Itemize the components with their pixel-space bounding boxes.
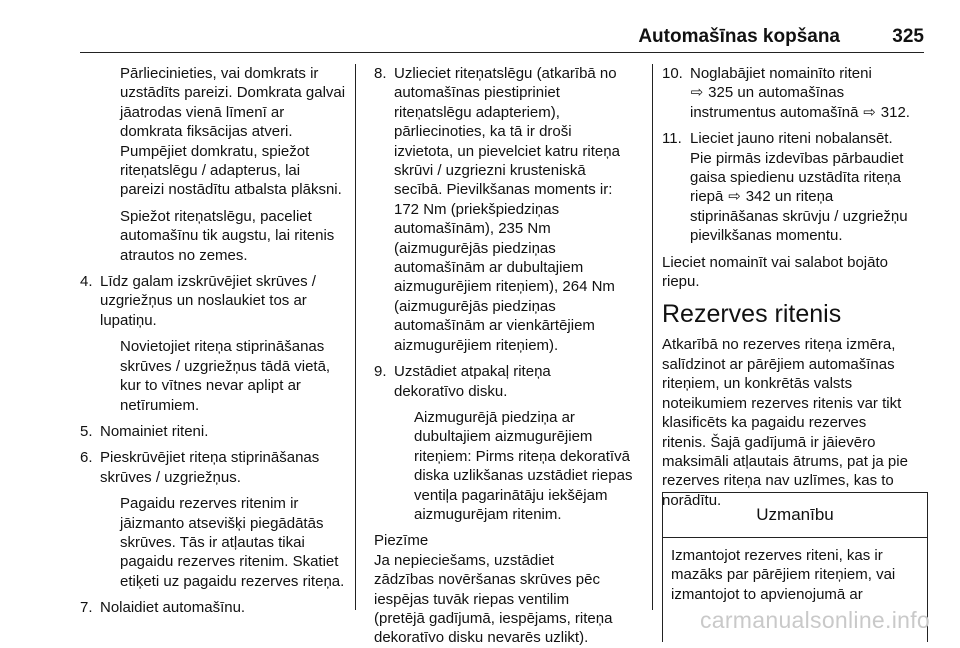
text-line: aizmugurējiem riteņiem). xyxy=(394,336,559,354)
text-line: riepu. xyxy=(662,273,700,291)
text-line: salīdzinot ar pārējiem automašīnas xyxy=(662,355,895,373)
text-line: Līdz galam izskrūvējiet skrūves / xyxy=(100,273,316,291)
text-line: Spiežot riteņatslēgu, paceliet xyxy=(120,207,312,225)
text-line: klasificēts ka pagaidu rezerves xyxy=(662,414,867,432)
text-line: pievilkšanas momentu. xyxy=(690,227,843,245)
text-line: aizmugurējiem riteņiem), 264 Nm xyxy=(394,278,615,296)
list-item-5 xyxy=(80,422,348,441)
text-line: etiķeti uz pagaidu rezerves riteņa. xyxy=(120,572,345,590)
tyre-repair-paragraph xyxy=(662,253,930,292)
item-4-subparagraph xyxy=(80,337,348,415)
text-line: automašīnām), 235 Nm xyxy=(394,220,551,238)
text-line: domkrata fiksācijas atveri. xyxy=(120,123,293,141)
text-line: netīrumiem. xyxy=(120,396,200,414)
list-number: 6. xyxy=(80,449,93,467)
text-line: jāizmanto atsevišķi piegādātās xyxy=(120,514,324,532)
intro-paragraph-2 xyxy=(80,207,348,265)
list-number: 7. xyxy=(80,599,93,617)
text-line: atrautos no zemes. xyxy=(120,246,248,264)
list-item-8 xyxy=(374,64,636,355)
watermark: carmanualsonline.info xyxy=(699,607,930,633)
text-line: ventiļa pagarinātāju iekšējam xyxy=(414,486,608,504)
note-block xyxy=(374,531,636,647)
text-line: Pieskrūvējiet riteņa stiprināšanas xyxy=(100,449,320,467)
text-line: Noglabājiet nomainīto riteni xyxy=(690,65,872,82)
list-item-7 xyxy=(80,598,348,617)
note-heading: Piezīme xyxy=(374,532,429,550)
text-line: Nomainiet riteni. xyxy=(100,422,209,440)
text-line: rezerves riteņa nav uzlīmes, kas to xyxy=(662,472,894,490)
text-line: Atkarībā no rezerves riteņa izmēra, xyxy=(662,336,896,354)
text-line: dekoratīvo disku. xyxy=(394,382,508,400)
text-line: diska uzlikšanas uzstādiet riepas xyxy=(414,467,633,485)
text-line: maksimāli atļautais ātrums, pat ja pie xyxy=(662,452,908,470)
reference-arrow-icon: ⇨ xyxy=(690,84,704,102)
text-line: skrūves / uzgriežņus. xyxy=(100,468,241,486)
column-divider-left xyxy=(355,64,356,610)
text-line: riepā ⇨ 342 un riteņa xyxy=(690,188,834,206)
text-line: 172 Nm (priekšpiedziņas xyxy=(394,200,560,218)
text-line: zādzības novēršanas skrūves pēc xyxy=(374,571,600,589)
text-line: automašīnām ar dubultajiem xyxy=(394,259,584,277)
text-line: noteikumiem rezerves ritenis var tikt xyxy=(662,394,902,412)
text-line: pagaidu rezerves ritenim. Skatiet xyxy=(120,553,339,571)
page-header xyxy=(0,0,960,56)
section-paragraph xyxy=(662,335,930,510)
text-line: stiprināšanas skrūvju / uzgriežņu xyxy=(690,207,908,225)
text-line: (pretējā gadījumā, iespējams, riteņa xyxy=(374,609,613,627)
text-line: Uzstādiet atpakaļ riteņa xyxy=(394,363,551,381)
intro-paragraph-1 xyxy=(80,64,348,200)
text-line: Pārliecinieties, vai domkrats ir xyxy=(120,65,319,82)
text-line: aizmugurējam ritenim. xyxy=(414,505,562,523)
list-number: 5. xyxy=(80,422,93,440)
list-item-10 xyxy=(662,64,930,122)
text-line: riteņatslēgu adapteriem), xyxy=(394,103,560,121)
header-rule xyxy=(80,52,924,53)
text-line: Pie pirmās izdevības pārbaudiet xyxy=(690,149,904,167)
text-line: skrūves. Tās ir atļautas tikai xyxy=(120,533,305,551)
text-line: riteņiem, un konkrētās valsts xyxy=(662,375,853,393)
column-divider-right xyxy=(652,64,653,610)
text-line: Uzlieciet riteņatslēgu (atkarībā no xyxy=(394,65,617,82)
page-reference[interactable]: 342 un riteņa xyxy=(745,188,834,206)
page-title: Automašīnas kopšana xyxy=(638,26,840,47)
text-line: (aizmugurējās piedziņas xyxy=(394,239,556,257)
text-line: automašīnu tik augstu, lai ritenis xyxy=(120,227,335,245)
page-reference[interactable]: 325 un automašīnas xyxy=(708,84,845,102)
text-line: riteņiem: Pirms riteņa dekoratīvā xyxy=(414,447,630,465)
text-line: jāatrodas vienā līmenī ar xyxy=(120,103,285,121)
list-item-9 xyxy=(374,362,636,401)
text-line: ritenis. Šajā gadījumā ir jāievēro xyxy=(662,433,876,451)
list-item-11 xyxy=(662,129,930,245)
text-line: Pumpējiet domkratu, spiežot xyxy=(120,142,310,160)
item-6-subparagraph xyxy=(80,494,348,591)
text-line: uzstādīts pareizi. Domkrata galvai xyxy=(120,84,346,102)
reference-arrow-icon: ⇨ xyxy=(863,103,876,121)
page-reference[interactable]: 312. xyxy=(880,103,910,121)
text-line: Novietojiet riteņa stiprināšanas xyxy=(120,338,325,356)
page-number: 325 xyxy=(892,26,924,47)
item-9-subparagraph xyxy=(374,408,636,524)
list-number: 4. xyxy=(80,273,93,291)
text-line: Nolaidiet automašīnu. xyxy=(100,599,246,617)
text-line: lupatiņu. xyxy=(100,311,157,329)
reference-arrow-icon: ⇨ xyxy=(728,188,741,206)
text-line: Ja nepieciešams, uzstādiet xyxy=(374,551,555,569)
text-line: skrūves / uzgriežņus tādā vietā, xyxy=(120,357,331,375)
list-number: 9. xyxy=(374,363,387,381)
text-line: gaisa spiedienu uzstādīta riteņa xyxy=(690,169,901,187)
text-line: izmantojot to apvienojumā ar xyxy=(671,585,863,603)
text-line: instrumentus automašīnā ⇨ 312. xyxy=(690,103,910,121)
text-line: izvietota, un pievelciet katru riteņa xyxy=(394,142,620,160)
text-line: pareizi nostādītu atbalsta plāksni. xyxy=(120,181,342,199)
text-line: Lieciet jauno riteni nobalansēt. xyxy=(690,130,893,148)
text-line: skrūvi / uzgriezni krusteniskā xyxy=(394,162,586,180)
text-line: Lieciet nomainīt vai salabot bojāto xyxy=(662,253,888,271)
list-number: 10. xyxy=(662,65,683,82)
text-line: pārliecinoties, ka tā ir droši xyxy=(394,123,572,141)
text-line: uzgriežņus un noslaukiet tos ar xyxy=(100,292,307,310)
list-number: 8. xyxy=(374,65,387,82)
column-2 xyxy=(374,64,636,648)
text-line: Aizmugurējā piedziņa ar xyxy=(414,408,575,426)
text-line: kur to vītnes nevar aplipt ar xyxy=(120,377,301,395)
text-line: (aizmugurējās piedziņas xyxy=(394,297,556,315)
column-3 xyxy=(662,64,930,517)
list-number: 11. xyxy=(662,130,682,148)
text-line: dubultajiem aizmugurējiem xyxy=(414,428,593,446)
text-line xyxy=(690,83,930,102)
section-heading: Rezerves ritenis xyxy=(662,300,842,329)
text-line: norādītu. xyxy=(662,491,722,509)
text-line: iespējas tuvāk riepas ventilim xyxy=(374,590,570,608)
caution-notice-title: Uzmanību xyxy=(663,493,927,538)
list-item-4 xyxy=(80,272,348,330)
text-line: dekoratīvo disku nevarēs uzlikt). xyxy=(374,629,589,647)
text-line: automašīnām ar vienkārtējiem xyxy=(394,317,595,335)
text-line: riteņatslēgu / adapterus, lai xyxy=(120,162,301,180)
text-line: secībā. Pievilkšanas moments ir: xyxy=(394,181,613,199)
list-item-6 xyxy=(80,448,348,487)
text-line: Izmantojot rezerves riteni, kas ir xyxy=(671,547,883,564)
text-line: mazāks par pārējiem riteņiem, vai xyxy=(671,566,896,584)
text-line: automašīnas piestipriniet xyxy=(394,84,560,102)
text-line: Pagaidu rezerves ritenim ir xyxy=(120,495,299,513)
column-1 xyxy=(80,64,348,625)
caution-notice-text xyxy=(663,538,927,604)
